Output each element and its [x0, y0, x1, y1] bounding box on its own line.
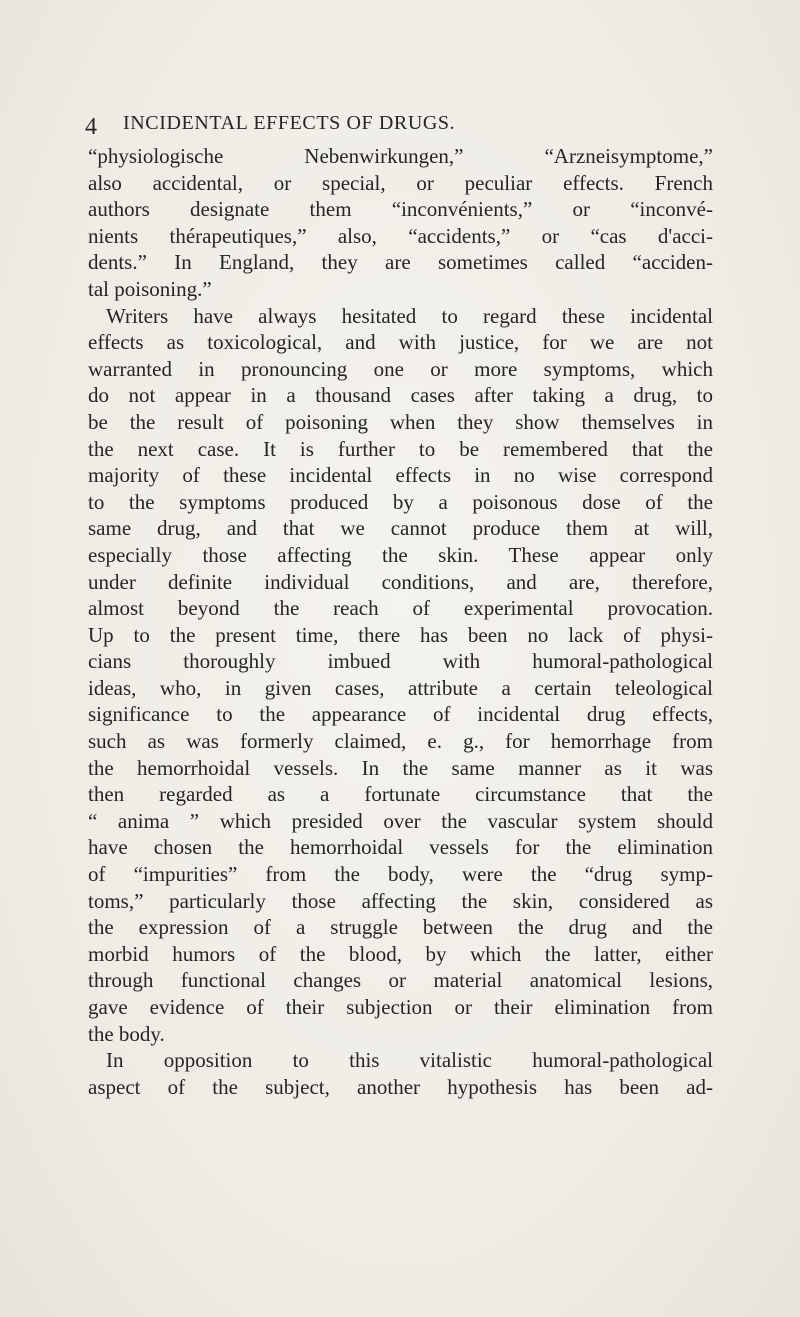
text-line: do not appear in a thousand cases after taking a drug, to — [88, 383, 713, 408]
text-line: the expression of a struggle between the drug and the — [88, 915, 713, 940]
text-line: majority of these incidental effects in no wise correspond — [88, 463, 713, 488]
text-line: ideas, who, in given cases, attribute a certain teleological — [88, 675, 713, 700]
text-line: authors designate them “inconvénients,” or “inconvé- — [88, 197, 713, 222]
text-line: to the symptoms produced by a poisonous dose of the — [88, 489, 713, 514]
text-line: such as was formerly claimed, e. g., for hemorrhage from — [88, 729, 713, 754]
text-line: the next case. It is further to be remembered that the — [88, 436, 713, 461]
text-line: “ anima ” which presided over the vascular system should — [88, 808, 713, 833]
page-number: 4 — [85, 114, 97, 140]
text-line: effects as toxicological, and with justice, for we are not — [88, 330, 713, 355]
text-line: Writers have always hesitated to regard these incidental — [106, 303, 713, 328]
text-line: the hemorrhoidal vessels. In the same manner as it was — [88, 755, 713, 780]
text-line: In opposition to this vitalistic humoral-pathological — [106, 1048, 713, 1073]
body-text — [88, 143, 713, 1100]
text-line: Up to the present time, there has been no lack of physi- — [88, 622, 713, 647]
text-line: toms,” particularly those affecting the skin, considered as — [88, 888, 713, 913]
text-line: the body. — [88, 1021, 165, 1046]
text-line: also accidental, or special, or peculiar effects. French — [88, 170, 713, 195]
text-line: tal poisoning.” — [88, 276, 212, 301]
text-line: be the result of poisoning when they show themselves in — [88, 409, 713, 434]
text-line: especially those affecting the skin. These appear only — [88, 542, 713, 567]
text-line: then regarded as a fortunate circumstance that the — [88, 782, 713, 807]
text-line: same drug, and that we cannot produce them at will, — [88, 516, 713, 541]
text-line: warranted in pronouncing one or more symptoms, which — [88, 356, 713, 381]
text-line: of “impurities” from the body, were the “drug symp- — [88, 862, 713, 887]
text-line: aspect of the subject, another hypothesis has been ad- — [88, 1074, 713, 1099]
text-line: under definite individual conditions, and are, therefore, — [88, 569, 713, 594]
running-title: INCIDENTAL EFFECTS OF DRUGS. — [123, 112, 456, 134]
page-header — [83, 108, 723, 138]
text-line: “physiologische Nebenwirkungen,” “Arzneisymptome,” — [88, 144, 713, 168]
text-line: gave evidence of their subjection or their elimination from — [88, 995, 713, 1019]
text-line: nients thérapeutiques,” also, “accidents,” or “cas d'acci- — [88, 223, 713, 248]
text-line: have chosen the hemorrhoidal vessels for the elimination — [88, 835, 713, 860]
text-line: through functional changes or material anatomical lesions, — [88, 968, 713, 993]
text-line: dents.” In England, they are sometimes called “acciden- — [88, 250, 713, 275]
text-line: morbid humors of the blood, by which the latter, either — [88, 941, 713, 966]
text-line: cians thoroughly imbued with humoral-pathological — [88, 649, 713, 674]
text-line: significance to the appearance of incidental drug effects, — [88, 702, 713, 727]
text-line: almost beyond the reach of experimental provocation. — [88, 596, 713, 621]
